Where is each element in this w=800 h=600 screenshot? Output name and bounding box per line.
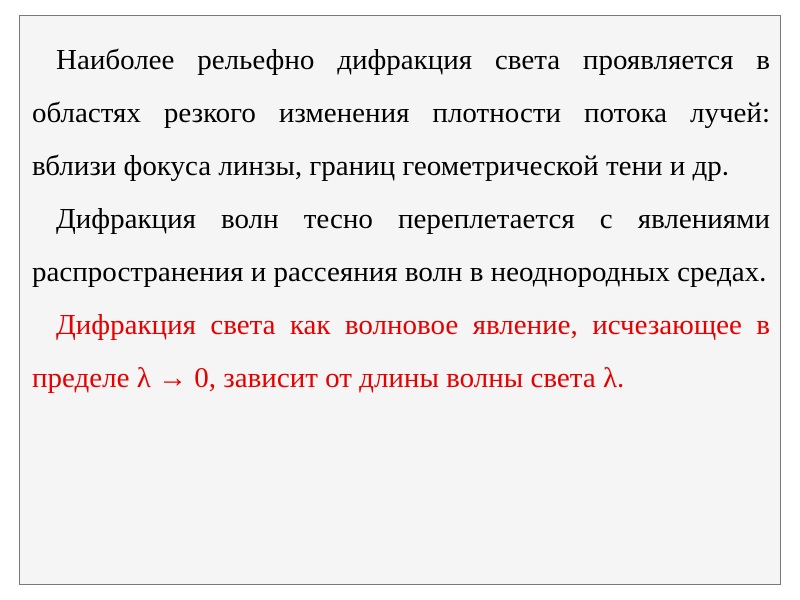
paragraph-diffraction-regions: Наиболее рельефно дифракция света проявляется в областях резкого изменения плотности потока лучей: вблизи фокуса линзы, границ геометрической тени и др.	[32, 44, 770, 182]
paragraph-diffraction-wavelength: Дифракция света как волновое явление, исчезающее в пределе λ → 0, зависит от длины волны света λ.	[32, 309, 770, 394]
paragraph-diffraction-propagation: Дифракция волн тесно переплетается с явлениями распространения и рассеяния волн в неоднородных средах.	[32, 203, 770, 288]
slide-text-box	[19, 15, 781, 585]
